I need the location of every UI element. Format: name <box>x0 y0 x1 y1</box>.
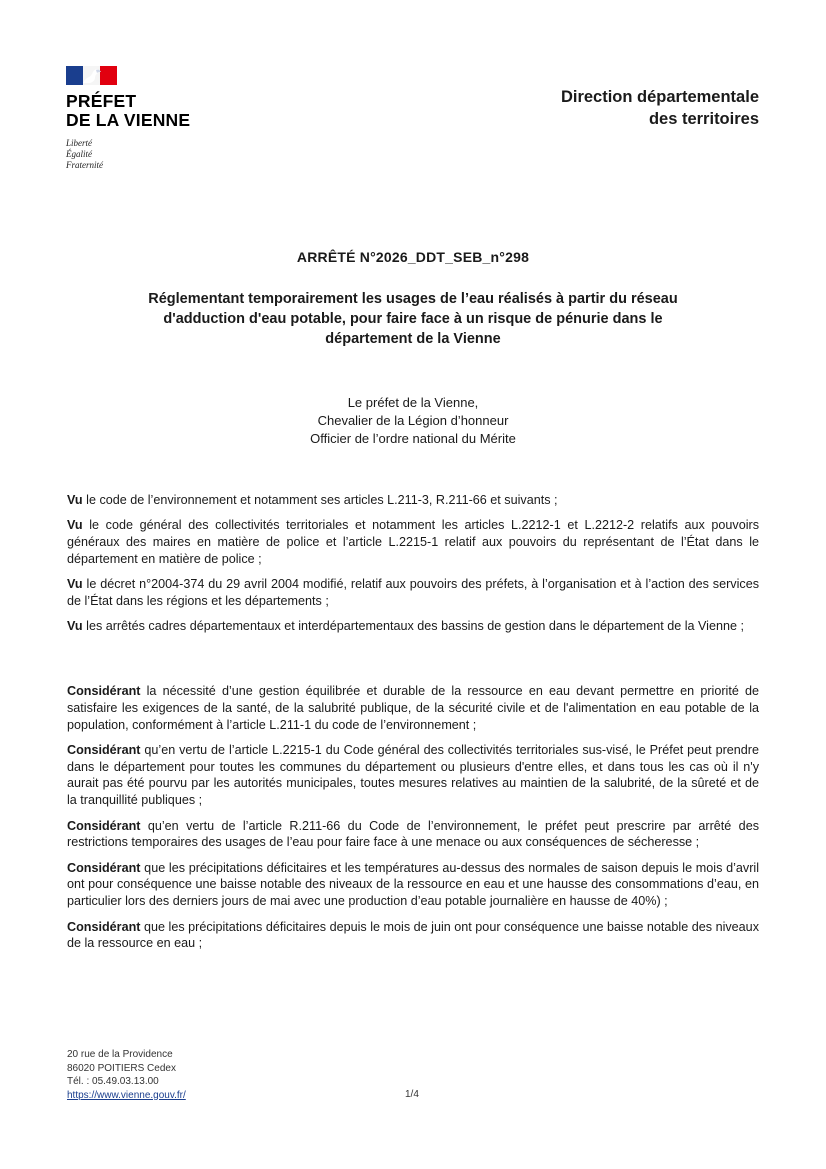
subtitle-line1: Réglementant temporairement les usages de l’eau réalisés à partir du réseau <box>148 291 678 307</box>
direction-line2: des territoires <box>648 110 759 128</box>
prefet-name-line2: DE LA VIENNE <box>66 110 191 130</box>
considerant-lead: Considérant <box>67 818 141 833</box>
direction-header <box>561 86 759 130</box>
considerant-lead: Considérant <box>67 860 141 875</box>
considerant-lead: Considérant <box>67 684 141 698</box>
vu-section <box>67 492 759 644</box>
footer-address-line1: 20 rue de la Providence <box>67 1049 173 1060</box>
subtitle-line3: département de la Vienne <box>325 331 501 347</box>
vu-lead: Vu <box>67 619 83 634</box>
footer-phone: Tél. : 05.49.03.13.00 <box>67 1076 159 1087</box>
considerant-section <box>67 683 759 961</box>
considerant-text: qu’en vertu de l’article L.2215-1 du Code général des collectivités territoriales sus-visé, le Préfet peut prendre dans le département pour toutes les communes du département ou plusieurs d'entre elles, et dans tous les cas où il n'y aurait pas été pourvu par les autorités municipales, toutes mesures relatives au maintien de la salubrité, de la sûreté et de la tranquillité publiques ; <box>67 742 759 808</box>
considerant-text: la nécessité d’une gestion équilibrée et durable de la ressource en eau devant permettre en priorité de satisfaire les exigences de la santé, de la salubrité publique, de la sécurité civile et de l'alimentation en eau potable de la population, conformément à l’article L.211-1 du code de l’environnement ; <box>67 684 759 732</box>
considerant-text: que les précipitations déficitaires depuis le mois de juin ont pour conséquence une baisse notable des niveaux de la ressource en eau ; <box>67 919 759 951</box>
prefet-title-line: Officier de l’ordre national du Mérite <box>310 431 516 446</box>
considerant-paragraph <box>67 860 759 910</box>
prefet-title-line: Chevalier de la Légion d’honneur <box>317 413 509 428</box>
vu-paragraph <box>67 576 759 610</box>
vu-lead: Vu <box>67 518 83 533</box>
considerant-paragraph <box>67 818 759 852</box>
prefet-name <box>66 92 226 130</box>
considerant-text: qu’en vertu de l’article R.211-66 du Code de l’environnement, le préfet peut prescrire par arrêté des restrictions temporaires des usages de l’eau pour faire face à une menace ou aux conséquences de sécheresse ; <box>67 818 759 850</box>
vu-text: le code général des collectivités territoriales et notamment les articles L.2212-1 et L.2212-2 relatifs aux pouvoirs généraux des maires en matière de police et l’article L.2215-1 relatif aux pouvoirs du représentant de l’État dans le département en matière de police ; <box>67 518 759 566</box>
vu-text: le code de l’environnement et notamment ses articles L.211-3, R.211-66 et suivants ; <box>82 493 558 507</box>
considerant-lead: Considérant <box>67 742 141 757</box>
devise-liberte: Liberté <box>66 138 92 148</box>
direction-line1: Direction départementale <box>560 88 759 106</box>
vu-paragraph <box>67 517 759 567</box>
arrete-title: ARRÊTÉ N°2026_DDT_SEB_n°298 <box>296 249 530 265</box>
footer-website-link[interactable]: https://www.vienne.gouv.fr/ <box>67 1089 186 1101</box>
prefet-titles <box>0 394 826 448</box>
considerant-text: que les précipitations déficitaires et les températures au-dessus des normales de saison depuis le mois d’avril ont pour conséquence une baisse notable des niveaux de la ressource en eau et une hausse des consommations d’eau, en particulier lors des derniers jours de mai avec une production d’eau potable journalière en hausse de 40%) ; <box>67 860 759 909</box>
devise <box>66 138 226 171</box>
considerant-paragraph <box>67 742 759 809</box>
subtitle-line2: d'adduction d'eau potable, pour faire face à un risque de pénurie dans le <box>163 311 663 327</box>
considerant-paragraph <box>67 683 759 733</box>
marianne-profile-icon <box>79 67 103 84</box>
prefecture-logo <box>66 66 226 171</box>
vu-text: les arrêtés cadres départementaux et interdépartementaux des bassins de gestion dans le département de la Vienne ; <box>82 619 744 634</box>
considerant-paragraph <box>67 919 759 953</box>
marianne-logo-icon <box>66 66 117 85</box>
devise-egalite: Égalité <box>66 149 92 159</box>
footer-address <box>67 1048 186 1102</box>
vu-lead: Vu <box>67 577 83 592</box>
considerant-lead: Considérant <box>67 919 141 934</box>
prefet-title-line: Le préfet de la Vienne, <box>347 395 479 410</box>
footer-address-line2: 86020 POITIERS Cedex <box>67 1062 176 1074</box>
vu-text: le décret n°2004-374 du 29 avril 2004 modifié, relatif aux pouvoirs des préfets, à l’organisation et à l’action des services de l’État dans les régions et les départements ; <box>67 577 759 608</box>
devise-fraternite: Fraternité <box>66 160 103 170</box>
page-number: 1/4 <box>405 1089 419 1100</box>
arrete-subtitle <box>100 289 726 349</box>
vu-paragraph <box>67 618 759 635</box>
vu-lead: Vu <box>67 493 83 507</box>
prefet-name-line1: PRÉFET <box>66 91 137 111</box>
vu-paragraph <box>67 492 759 509</box>
